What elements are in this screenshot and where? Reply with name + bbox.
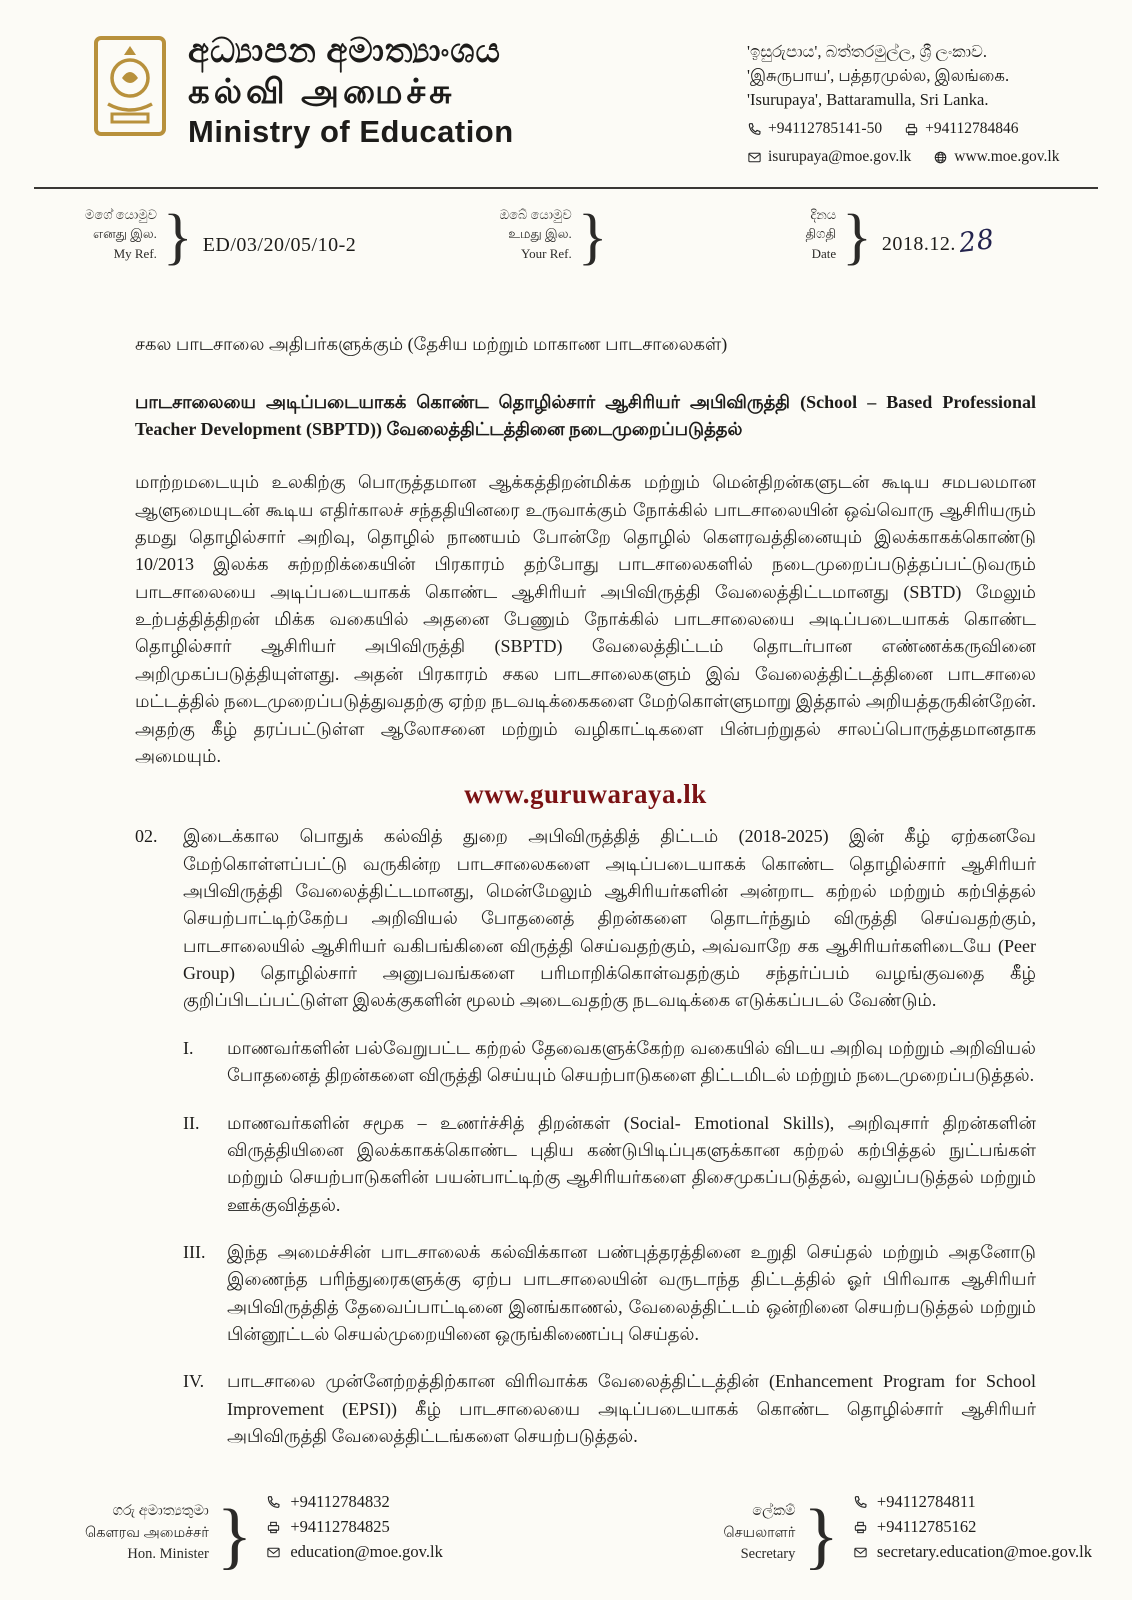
subject-line: பாடசாலையை அடிப்படையாகக் கொண்ட தொழில்சார் ஆசிரியர் அபிவிருத்தி (School – Based Professional Teacher Development (SBPTD)) வேலைத்திட்டத்தினை நடைமுறைப்படுத்தல் <box>135 391 1036 439</box>
phone-icon <box>853 1495 868 1510</box>
header-web-address: www.moe.gov.lk <box>954 148 1060 166</box>
your-ref-group <box>499 202 806 271</box>
letterhead <box>0 0 1132 177</box>
header-email-address: isurupaya@moe.gov.lk <box>768 148 912 166</box>
phone-icon <box>747 122 762 137</box>
secretary-label-tamil: செயலாளர் <box>723 1524 796 1541</box>
minister-phone-number: +94112784832 <box>290 1492 390 1511</box>
secretary-label-english: Secretary <box>740 1546 796 1563</box>
fax-icon <box>853 1520 868 1535</box>
my-ref-label-tamil: எனது இல. <box>92 226 157 242</box>
header-fax-number: +94112784846 <box>925 119 1019 137</box>
header-phone-number: +94112785141-50 <box>768 119 883 137</box>
ministry-titles <box>188 34 514 149</box>
header-phone <box>747 118 882 140</box>
list-item-text: இந்த அமைச்சின் பாடசாலைக் கல்விக்கான பண்புத்தரத்தினை உறுதி செய்தல் மற்றும் அதனோடு இணைந்த பரிந்துரைகளுக்கு ஏற்ப பாடசாலையின் வருடாந்த திட்டத்தில் ஓர் பிரிவாக ஆசிரியர் அபிவிருத்தித் தேவைப்பாட்டினை இனங்காணல், வேலைத்திட்டம் ஒன்றினை செயற்படுத்தல் மற்றும் பின்னூட்டல் செயல்முறையினை ஒருங்கிணைப்பு செய்தல். <box>227 1241 1036 1345</box>
date-value <box>882 226 994 263</box>
minister-contact-lines <box>266 1492 443 1566</box>
my-ref-label-english: My Ref. <box>113 245 157 261</box>
minister-labels <box>85 1501 209 1566</box>
date-label-english: Date <box>811 245 837 261</box>
address-tamil: 'இசுருபாய', பத்தரமுல்ல, இலங்கை. <box>747 65 1010 85</box>
ministry-title-sinhala: අධ්‍යාපන අමාත්‍යාංශය <box>188 33 502 70</box>
your-ref-label-sinhala: ඔබේ යොමුව <box>499 206 572 222</box>
list-item-text: பாடசாலை முன்னேற்றத்திற்கான விரிவாக்க வேலைத்திட்டத்தின் (Enhancement Program for School Improvement (EPSI)) கீழ் பாடசாலையை அடிப்படையாகக் கொண்ட தொழில்சார் ஆசிரியர் அபிவிருத்தி வேலைத்திட்டங்களை செயற்படுத்தல். <box>227 1371 1036 1447</box>
address-english: 'Isurupaya', Battaramulla, Sri Lanka. <box>747 89 989 109</box>
email-icon <box>266 1545 281 1560</box>
minister-email-address: education@moe.gov.lk <box>290 1542 443 1561</box>
secretary-contact-lines <box>853 1492 1092 1566</box>
date-handwritten: 28 <box>957 224 996 260</box>
ministry-title-tamil: கல்வி அமைச்சு <box>188 73 456 111</box>
paragraph-2-number: 02. <box>135 826 158 847</box>
brace: } <box>803 1494 839 1577</box>
letter-body <box>0 269 1132 1470</box>
list-item-numeral: II. <box>183 1112 200 1133</box>
minister-email <box>266 1542 443 1562</box>
date-label-tamil: திගதி <box>805 226 837 242</box>
minister-label-sinhala: ගරු අමාත්‍යතුමා <box>112 1502 209 1519</box>
list-item-text: மாணவர்களின் சமூக – உணர்ச்சித் திறன்கள் (Social- Emotional Skills), அறிவுசார் திறன்களின் விருத்தியினை இலக்காகக்கொண்ட புதிய கண்டுபிடிப்புகளுக்கான கற்றல் கற்பித்தல் நுட்பங்கள் மற்றும் செயற்பாடுகளின் பயன்பாட்டிற்கு ஆசிரியர்களை திசைமுகப்படுத்தல், வலுப்படுத்தல் மற்றும் ஊக்குவித்தல். <box>227 1112 1036 1215</box>
secretary-email-address: secretary.education@moe.gov.lk <box>876 1542 1092 1561</box>
list-item-numeral: I. <box>183 1037 194 1058</box>
minister-phone <box>266 1492 443 1512</box>
header-phone-fax-row <box>747 118 1077 140</box>
list-item <box>183 1368 1036 1450</box>
secretary-phone-number: +94112784811 <box>876 1492 976 1511</box>
minister-contact-group <box>85 1492 443 1577</box>
date-label-sinhala: දිනය <box>810 206 837 222</box>
list-item-numeral: III. <box>183 1241 206 1262</box>
brace: } <box>162 202 193 271</box>
roman-list <box>183 1035 1036 1451</box>
ministry-emblem <box>92 34 168 143</box>
header-email-web-row <box>747 146 1077 168</box>
my-ref-group <box>85 202 500 271</box>
paragraph-2 <box>135 823 1036 1015</box>
minister-label-tamil: கௌரவ அமைச்சர் <box>85 1524 209 1541</box>
fax-icon <box>904 122 919 137</box>
my-ref-label-sinhala: මගේ යොමුව <box>85 206 157 222</box>
secretary-label-sinhala: ලේකම් <box>752 1502 796 1519</box>
email-icon <box>747 150 762 165</box>
secretary-fax-number: +94112785162 <box>876 1517 977 1536</box>
date-labels <box>806 205 837 264</box>
emblem-icon <box>92 34 168 138</box>
date-printed: 2018.12. <box>881 233 956 256</box>
fax-icon <box>266 1520 281 1535</box>
my-ref-labels <box>85 205 157 264</box>
address-sinhala: 'ඉසුරුපාය', බත්තරමුල්ල, ශ්‍රී ලංකාව. <box>747 42 988 61</box>
ministry-title-english: Ministry of Education <box>188 114 514 150</box>
list-item <box>183 1035 1036 1090</box>
list-item-numeral: IV. <box>183 1371 205 1392</box>
header-web <box>933 146 1059 168</box>
list-item <box>183 1239 1036 1348</box>
your-ref-labels <box>500 205 572 264</box>
your-ref-label-english: Your Ref. <box>521 245 572 261</box>
secretary-phone <box>853 1492 1092 1512</box>
secretary-email <box>853 1542 1092 1562</box>
minister-label-english: Hon. Minister <box>127 1546 209 1563</box>
date-group <box>805 202 1073 271</box>
list-item-text: மாணவர்களின் பல்வேறுபட்ட கற்றல் தேவைகளுக்கேற்ற வகையில் விடய அறிவு மற்றும் அறிவியல் போதனைத் திறன்களை விருத்தி செய்யும் செயற்பாடுகளை திட்டமிடல் மற்றும் நடைமுறைப்படுத்தல். <box>227 1037 1036 1086</box>
secretary-labels <box>723 1501 795 1566</box>
minister-fax-number: +94112784825 <box>290 1517 390 1536</box>
phone-icon <box>266 1495 281 1510</box>
header-address-block <box>747 34 1077 169</box>
footer-contacts <box>0 1478 1132 1600</box>
salutation: சகல பாடசாலை அதிபர்களுக்கும் (தேசிய மற்றும் மாகாண பாடசாலைகள்) <box>135 334 728 355</box>
header-email <box>747 146 911 168</box>
my-ref-value: ED/03/20/05/10-2 <box>202 234 357 257</box>
paragraph-2-text: இடைக்கால பொதுக் கல்வித் துறை அபிவிருத்தித் திட்டம் (2018-2025) இன் கீழ் ஏற்கனவே மேற்கொள்ளப்பட்டு வருகின்ற பாடசாலைகளை அடிப்படையாகக் கொண்ட தொழில்சார் ஆசிரியர் அபிவிருத்தி வேலைத்திட்டமானது, மென்மேலும் ஆசிரியர்களின் அன்றாட கற்றல் மற்றும் கற்பித்தல் செயற்பாட்டிற்கேற்ப அறிவியல் போதனைத் திறன்களை தொடர்ந்தும் விருத்தி செய்வதற்கும், பாடசாலையில் ஆசிரியர் வகிபங்கினை விருத்தி செய்வதற்கும், அவ்வாறே சக ஆசிரியர்களிடையே (Peer Group) தொழில்சார் அனுபவங்களை பரிமாறிக்கொள்வதற்கும் சந்தர்ப்பம் வழங்குவதை கீழ் குறிப்பிடப்பட்டுள்ள இலக்குகளின் மூலம் அடைவதற்கு நடவடிக்கை எடுக்கப்படல் வேண்டும். <box>183 826 1036 1011</box>
brace: } <box>216 1494 253 1577</box>
watermark: www.guruwaraya.lk <box>464 779 707 810</box>
email-icon <box>853 1545 868 1560</box>
minister-fax <box>266 1517 443 1537</box>
secretary-fax <box>853 1517 1092 1537</box>
header-fax <box>904 118 1018 140</box>
your-ref-label-tamil: உமது இல. <box>508 226 572 242</box>
secretary-contact-group <box>723 1492 1092 1577</box>
globe-icon <box>933 150 948 165</box>
reference-row <box>0 189 1132 270</box>
paragraph-1: மாற்றமடையும் உலகிற்கு பொருத்தமான ஆக்கத்திறன்மிக்க மற்றும் மென்திறன்களுடன் கூடிய சமபலமான ஆளுமையுடன் கூடிய எதிர்காலச் சந்ததியினரை உருவாக்கும் நோக்கில் பாடசாலையின் ஒவ்வொரு ஆசிரியரும் தமது தொழில்சார் அறிவு, தொழில் நாணயம் போன்றே தொழில் கௌரவத்தினையும் இலக்காகக்கொண்டு 10/2013 இலக்க சுற்றறிக்கையின் பிரகாரம் தற்போது பாடசாலைகளில் நடைமுறைப்படுத்தப்பட்டுவரும் பாடசாலையை அடிப்படையாகக் கொண்ட ஆசிரியர் அபிவிருத்தி வேலைத்திட்டமானது (SBTD) மேலும் உற்பத்தித்திறன் மிக்க வகையில் அதனை பேணும் நோக்கில் பாடசாலையை அடிப்படையாகக் கொண்ட தொழில்சார் ஆசிரியர் அபிவிருத்தி (SBPTD) வேலைத்திட்டம் தொடர்பான எண்ணக்கருவினை அறிமுகப்படுத்தியுள்ளது. அதன் பிரகாரம் சகல பாடசாலைகளும் இவ் வேலைத்திட்டத்தினை பாடசாலை மட்டத்தில் நடைமுறைப்படுத்துவதற்கு ஏற்ற நடவடிக்கைகளை மேற்கொள்ளுமாறு இத்தால் அறியத்தருகின்றேன். அதற்கு கீழ் தரப்பட்டுள்ள ஆலோசனை மற்றும் வழிகாட்டிகளை பின்பற்றுதல் சாலப்பொருத்தமானதாக அமையும். <box>135 472 1036 766</box>
list-item <box>183 1110 1036 1219</box>
brace: } <box>842 202 872 271</box>
brace: } <box>577 202 608 271</box>
